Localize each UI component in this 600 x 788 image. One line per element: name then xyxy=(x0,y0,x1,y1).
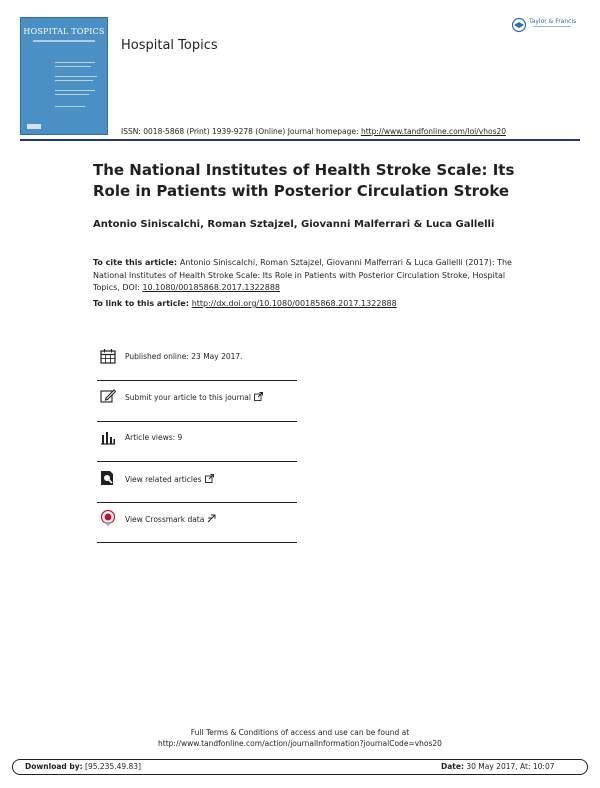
external-link-icon xyxy=(254,392,263,401)
terms-link[interactable]: http://www.tandfonline.com/action/journalInformation?journalCode=vhos20 xyxy=(158,739,442,748)
related-articles-link[interactable] xyxy=(125,474,214,484)
item-separator xyxy=(97,461,297,462)
crossmark-link[interactable] xyxy=(125,514,216,524)
calendar-icon xyxy=(100,348,116,364)
cover-title: HOSPITAL TOPICS xyxy=(23,27,105,36)
downloaded-by-value: [95.235.49.83] xyxy=(82,762,142,771)
article-views-item xyxy=(97,429,297,455)
cover-text-line xyxy=(55,66,91,67)
submit-article-item[interactable] xyxy=(97,388,297,414)
cover-publisher-logo xyxy=(27,124,41,129)
item-separator xyxy=(97,421,297,422)
article-link-label: To link to this article: xyxy=(93,299,192,308)
publisher-logo[interactable] xyxy=(511,16,583,36)
cover-text-line xyxy=(55,106,85,107)
published-online-item xyxy=(97,348,297,374)
header-rule xyxy=(20,139,580,141)
download-date-value: 30 May 2017, At: 10:07 xyxy=(463,762,555,771)
cover-text-line xyxy=(55,94,89,95)
item-separator xyxy=(97,542,297,543)
article-title: The National Institutes of Health Stroke Scale: Its Role in Patients with Posterior Circulation Stroke xyxy=(93,161,515,200)
published-online-label: Published online: 23 May 2017. xyxy=(125,352,243,361)
article-link-block xyxy=(93,299,397,308)
journal-homepage-link[interactable]: http://www.tandfonline.com/loi/vhos20 xyxy=(360,127,507,136)
cover-subtitle-bar xyxy=(33,40,95,42)
related-articles-item[interactable] xyxy=(97,470,297,496)
downloaded-by xyxy=(25,762,141,771)
article-authors: Antonio Siniscalchi, Roman Sztajzel, Giovanni Malferrari & Luca Gallelli xyxy=(93,219,495,230)
cover-text-line xyxy=(55,76,97,77)
submit-article-link[interactable] xyxy=(125,392,263,402)
bar-chart-icon xyxy=(100,429,116,445)
terms-notice xyxy=(100,727,500,749)
crossmark-label: View Crossmark data xyxy=(125,515,205,524)
citation-block xyxy=(93,257,523,295)
journal-name: Hospital Topics xyxy=(121,38,218,53)
item-separator xyxy=(97,502,297,503)
publisher-globe-icon xyxy=(511,17,527,33)
citation-text: Antonio Siniscalchi, Roman Sztajzel, Giovanni Malferrari & Luca Gallelli (2017): The National Institutes of Health Stroke Scale: Its Role in Patients with Posterior Circulation Stroke, Hospital Topics, DOI: xyxy=(93,258,512,292)
crossmark-icon xyxy=(100,510,116,526)
article-link-url[interactable]: http://dx.doi.org/10.1080/00185868.2017.1322888 xyxy=(191,299,397,308)
publisher-name: Taylor & Francis xyxy=(529,18,577,25)
cover-text-line xyxy=(55,90,95,91)
citation-label: To cite this article: xyxy=(93,258,180,267)
external-link-icon xyxy=(205,474,214,483)
issn-text: ISSN: 0018-5868 (Print) 1939-9278 (Online) Journal homepage: xyxy=(121,127,361,136)
related-articles-label: View related articles xyxy=(125,475,202,484)
submit-article-label: Submit your article to this journal xyxy=(125,393,251,402)
download-date xyxy=(441,762,555,771)
cover-text-line xyxy=(55,62,95,63)
journal-cover-thumbnail[interactable] xyxy=(20,17,108,135)
download-info-bar xyxy=(12,759,588,775)
download-date-label: Date: xyxy=(441,762,464,771)
magnifier-icon xyxy=(100,470,116,486)
terms-text: Full Terms & Conditions of access and use can be found at xyxy=(190,728,410,737)
pencil-icon xyxy=(100,388,116,404)
publisher-tagline-bar xyxy=(533,26,571,27)
article-views-label: Article views: 9 xyxy=(125,433,183,442)
cover-text-line xyxy=(55,80,93,81)
issn-line xyxy=(121,127,506,136)
item-separator xyxy=(97,380,297,381)
downloaded-by-label: Download by: xyxy=(25,762,83,771)
crossmark-item[interactable] xyxy=(97,510,297,536)
citation-doi-link[interactable]: 10.1080/00185868.2017.1322888 xyxy=(142,283,281,292)
crossmark-external-icon xyxy=(207,514,216,523)
